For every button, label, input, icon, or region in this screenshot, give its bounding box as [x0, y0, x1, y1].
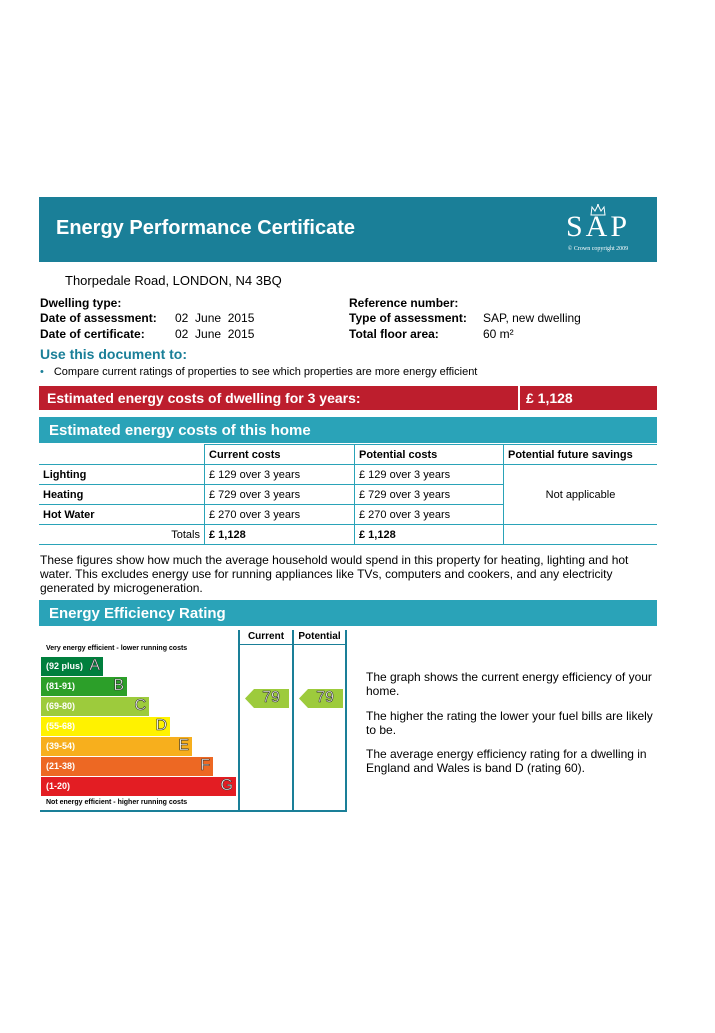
eer-band-letter: C — [134, 697, 146, 714]
reference-label: Reference number: — [349, 296, 459, 310]
savings-cell: Not applicable — [504, 465, 658, 525]
totals-empty — [504, 525, 658, 545]
estimated-3yr-bar — [39, 386, 657, 410]
current-rating-value: 79 — [262, 689, 280, 706]
eer-band-range: (69-80) — [46, 701, 76, 711]
eer-text-2: The higher the rating the lower your fuel bills are likely to be. — [366, 709, 653, 737]
assessment-type-label: Type of assessment: — [349, 311, 467, 325]
date-assessment-value: 02 June 2015 — [175, 311, 255, 325]
costs-note: These figures show how much the average household would spend in this property for heating, lighting and hot water. This excludes energy use for running appliances like TVs, computers and cookers, and any electricity generated by microgeneration. — [40, 553, 629, 595]
current-cost-cell: £ 129 over 3 years — [205, 465, 355, 485]
date-certificate-value: 02 June 2015 — [175, 327, 255, 341]
sap-logo-text: SAP — [565, 210, 631, 243]
date-certificate-label: Date of certificate: — [40, 327, 145, 341]
eer-band-f — [41, 757, 213, 776]
floor-area-label: Total floor area: — [349, 327, 439, 341]
eer-band-c — [41, 697, 149, 716]
row-label: Heating — [39, 485, 205, 505]
eer-band-range: (81-91) — [46, 681, 76, 691]
current-rating-arrow — [245, 689, 289, 708]
crown-icon — [590, 203, 606, 217]
table-header-cell — [39, 445, 205, 465]
eer-band-range: (21-38) — [46, 761, 76, 771]
eer-band-range: (1-20) — [46, 781, 71, 791]
potential-cost-cell: £ 270 over 3 years — [355, 505, 504, 525]
eer-text-3: The average energy efficiency rating for a dwelling in England and Wales is band D (rating 60). — [366, 747, 647, 775]
costs-section-heading — [39, 417, 657, 443]
floor-area-value: 60 m² — [483, 327, 514, 341]
eer-band-e — [41, 737, 192, 756]
sap-logo — [553, 203, 643, 259]
estimated-3yr-label: Estimated energy costs of dwelling for 3 years: — [47, 390, 361, 406]
eer-band-d — [41, 717, 170, 736]
table-row — [39, 465, 657, 485]
current-column-label: Current — [247, 631, 285, 642]
column-border — [238, 630, 240, 812]
totals-row — [39, 525, 657, 545]
property-address: Thorpedale Road, LONDON, N4 3BQ — [65, 273, 282, 288]
totals-label: Totals — [39, 525, 205, 545]
eer-bottom-note: Not energy efficient - higher running costs — [46, 799, 188, 806]
eer-section-title: Energy Efficiency Rating — [49, 605, 226, 622]
eer-top-note: Very energy efficient - lower running costs — [46, 645, 188, 652]
bullet-icon: • — [40, 366, 44, 378]
eer-band-g — [41, 777, 236, 796]
column-border — [345, 630, 347, 812]
row-label: Hot Water — [39, 505, 205, 525]
eer-band-letter: B — [113, 677, 124, 694]
eer-section-heading — [39, 600, 657, 626]
eer-band-letter: E — [178, 737, 189, 754]
date-assessment-label: Date of assessment: — [40, 311, 157, 325]
costs-table — [39, 444, 657, 545]
assessment-type-value: SAP, new dwelling — [483, 311, 581, 325]
table-header-row — [39, 445, 657, 465]
potential-rating-arrow — [299, 689, 343, 708]
eer-band-letter: G — [220, 777, 233, 794]
eer-band-a — [41, 657, 103, 676]
current-cost-cell: £ 729 over 3 years — [205, 485, 355, 505]
potential-cost-cell: £ 129 over 3 years — [355, 465, 504, 485]
use-document-bullet — [40, 366, 477, 378]
eer-band-range: (55-68) — [46, 721, 76, 731]
table-header-cell: Potential future savings — [504, 445, 658, 465]
eer-band-letter: D — [155, 717, 167, 734]
estimated-3yr-value: £ 1,128 — [526, 390, 573, 406]
costs-section-title: Estimated energy costs of this home — [49, 422, 311, 439]
totals-current: £ 1,128 — [205, 525, 355, 545]
logo-copyright: © Crown copyright 2009 — [567, 246, 629, 252]
table-header-cell: Current costs — [205, 445, 355, 465]
eer-band-b — [41, 677, 127, 696]
use-document-bullet-text: Compare current ratings of properties to see which properties are more energy efficient — [53, 366, 478, 378]
dwelling-type-label: Dwelling type: — [40, 296, 122, 310]
eer-band-letter: F — [200, 757, 210, 774]
divider — [518, 386, 520, 410]
row-label: Lighting — [39, 465, 205, 485]
eer-text-1: The graph shows the current energy efficiency of your home. — [366, 670, 652, 698]
potential-column-label: Potential — [298, 631, 341, 642]
page-title: Energy Performance Certificate — [56, 217, 356, 239]
current-cost-cell: £ 270 over 3 years — [205, 505, 355, 525]
potential-rating-value: 79 — [316, 689, 334, 706]
table-header-cell: Potential costs — [355, 445, 504, 465]
eer-band-range: (39-54) — [46, 741, 76, 751]
eer-band-letter: A — [89, 657, 100, 674]
eer-band-range: (92 plus) — [46, 661, 84, 671]
chart-bottom-border — [40, 810, 347, 812]
column-border — [292, 630, 294, 812]
header-banner — [39, 197, 657, 262]
potential-cost-cell: £ 729 over 3 years — [355, 485, 504, 505]
totals-potential: £ 1,128 — [355, 525, 504, 545]
header-underline — [238, 644, 347, 645]
use-document-heading: Use this document to: — [40, 346, 188, 362]
